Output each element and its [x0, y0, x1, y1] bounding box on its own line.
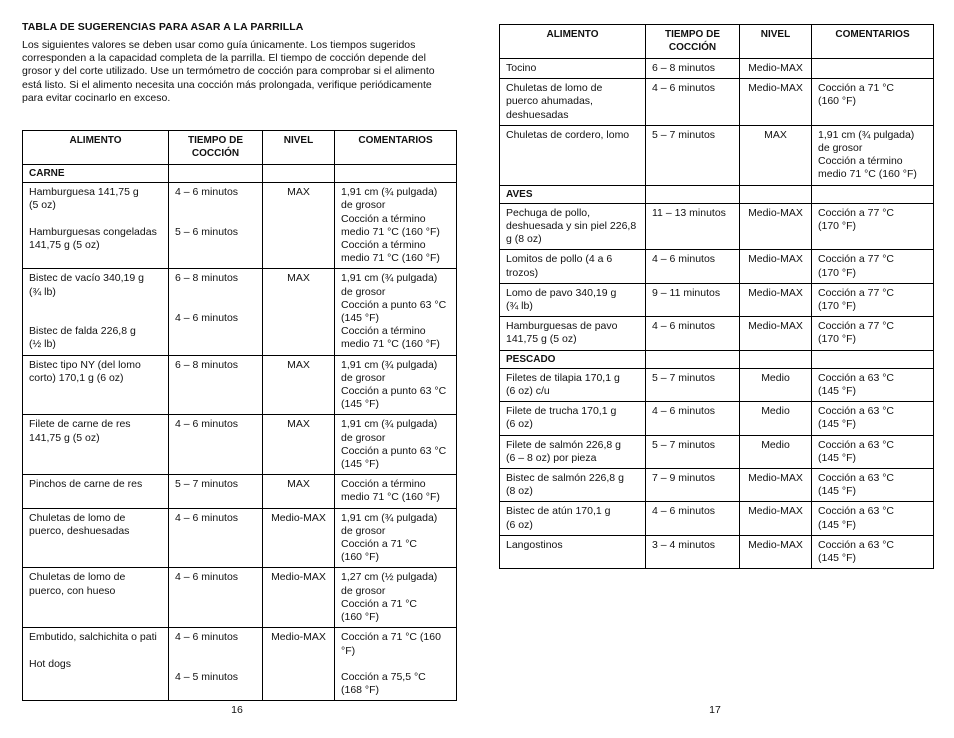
level-cell: Medio-MAX [740, 469, 812, 502]
comment-text: (170 °F) [818, 266, 857, 279]
food-cell [23, 628, 169, 701]
comment-text: 1,27 cm (½ pulgada) [341, 571, 438, 584]
comment-text: medio 71 °C (160 °F) [341, 225, 440, 238]
level-cell: Medio-MAX [263, 628, 335, 701]
food-text: Bistec de vacío 340,19 g [29, 272, 144, 285]
comment-text: Cocción a 63 °C [818, 505, 894, 518]
food-text: Hot dogs [29, 657, 72, 670]
comment-text: de grosor [341, 199, 386, 212]
comments-cell [812, 469, 934, 502]
food-text: 141,75 g (5 oz) [506, 333, 577, 346]
food-text: deshuesada y sin piel 226,8 [506, 220, 637, 233]
line-gap [29, 312, 162, 325]
food-text: Pechuga de pollo, [506, 206, 591, 219]
level-cell: MAX [263, 183, 335, 269]
time-cell [646, 125, 740, 185]
table-row [500, 535, 934, 568]
food-text: puerco, deshuesadas [29, 524, 130, 537]
food-text: Bistec de atún 170,1 g [506, 505, 611, 518]
comments-cell [812, 203, 934, 250]
food-text: Filete de carne de res [29, 418, 131, 431]
time-text: 6 – 8 minutos [652, 62, 716, 74]
time-text: 4 – 6 minutos [175, 418, 239, 431]
food-text: Tocino [506, 62, 537, 74]
food-cell [500, 59, 646, 79]
time-text: 4 – 6 minutos [652, 82, 716, 95]
table-row [23, 568, 457, 628]
food-text: (¾ lb) [29, 285, 56, 298]
comment-text: Cocción a término [341, 478, 426, 491]
food-cell [500, 79, 646, 126]
comment-text: de grosor [341, 371, 386, 384]
food-cell [23, 269, 169, 355]
empty-cell [335, 165, 457, 183]
comment-text: (170 °F) [818, 300, 857, 313]
comments-cell [812, 79, 934, 126]
food-text: 141,75 g (5 oz) [29, 239, 100, 251]
time-cell [169, 475, 263, 508]
comment-text: (145 °F) [818, 385, 857, 398]
level-cell: Medio-MAX [740, 502, 812, 535]
food-text: (5 oz) [29, 199, 56, 212]
food-cell [500, 435, 646, 468]
empty-cell [812, 185, 934, 203]
comment-text: (145 °F) [818, 518, 857, 531]
time-cell [169, 183, 263, 269]
comment-text: (170 °F) [818, 333, 857, 346]
food-text: trozos) [506, 266, 539, 279]
food-text: deshuesadas [506, 108, 569, 121]
food-text: 141,75 g (5 oz) [29, 431, 100, 444]
food-text: corto) 170,1 g (6 oz) [29, 371, 124, 384]
comment-text: medio 71 °C (160 °F) [341, 252, 440, 265]
comment-text: (145 °F) [818, 418, 857, 431]
table-row [23, 508, 457, 568]
level-cell: Medio-MAX [740, 59, 812, 79]
level-cell: MAX [263, 475, 335, 508]
time-cell [646, 203, 740, 250]
comment-text: (160 °F) [341, 551, 380, 564]
comments-cell [812, 535, 934, 568]
time-text: 4 – 6 minutos [175, 186, 239, 199]
food-text: Chuletas de cordero, lomo [506, 128, 630, 141]
comment-text: Cocción a 77 °C [818, 206, 894, 219]
comment-text: Cocción a término [341, 239, 426, 252]
line-gap [29, 645, 162, 658]
table-row [500, 59, 934, 79]
table-header-row [500, 25, 934, 59]
comment-text: 1,91 cm (¾ pulgada) [341, 358, 438, 371]
food-text: Hamburguesas de pavo [506, 320, 618, 333]
level-cell: Medio-MAX [263, 568, 335, 628]
food-text: (6 oz) c/u [506, 385, 550, 398]
food-text: Lomo de pavo 340,19 g [506, 286, 617, 299]
table-row [23, 183, 457, 269]
line-gap [29, 299, 162, 312]
comments-cell [812, 502, 934, 535]
header-tiempo: TIEMPO DE COCCIÓN [169, 131, 263, 165]
comment-text: (168 °F) [341, 684, 380, 697]
level-cell: Medio-MAX [740, 250, 812, 283]
time-cell [169, 269, 263, 355]
time-cell [646, 469, 740, 502]
comment-text: (145 °F) [341, 458, 380, 471]
comments-cell [335, 415, 457, 475]
food-text: Filete de trucha 170,1 g [506, 405, 617, 418]
time-text: 4 – 6 minutos [652, 253, 716, 266]
level-cell: Medio-MAX [740, 317, 812, 350]
header-alimento: ALIMENTO [500, 25, 646, 59]
comments-cell [335, 568, 457, 628]
line-gap [175, 286, 256, 299]
food-cell [500, 368, 646, 401]
level-cell: Medio [740, 435, 812, 468]
time-text: 7 – 9 minutos [652, 472, 716, 485]
time-text: 4 – 5 minutos [175, 670, 239, 683]
comment-text: °F) [341, 644, 356, 657]
food-cell [500, 283, 646, 316]
comments-cell [335, 269, 457, 355]
food-cell [500, 502, 646, 535]
time-text: 4 – 6 minutos [175, 312, 239, 324]
header-alimento: ALIMENTO [23, 131, 169, 165]
comments-cell [335, 355, 457, 415]
empty-cell [646, 185, 740, 203]
line-gap [341, 658, 450, 671]
level-cell: Medio-MAX [740, 283, 812, 316]
time-text: 6 – 8 minutos [175, 272, 239, 285]
time-text: 4 – 6 minutos [175, 511, 239, 524]
time-cell [646, 317, 740, 350]
comment-text: medio 71 °C (160 °F) [818, 168, 917, 181]
comment-text: Cocción a punto 63 °C [341, 385, 447, 398]
food-text: (6 oz) [506, 418, 533, 431]
time-text: 4 – 6 minutos [652, 405, 716, 418]
empty-cell [169, 165, 263, 183]
food-text: Chuletas de lomo de [29, 571, 126, 584]
comment-text: 1,91 cm (¾ pulgada) [341, 186, 438, 199]
comment-text: (145 °F) [818, 451, 857, 464]
food-text: (6 oz) [506, 518, 533, 531]
food-text: g (8 oz) [506, 233, 542, 246]
category-row [23, 165, 457, 183]
time-text: 9 – 11 minutos [652, 286, 721, 299]
food-cell [500, 402, 646, 435]
table-header-row [23, 131, 457, 165]
food-text: Lomitos de pollo (4 a 6 [506, 253, 613, 266]
food-text: (8 oz) [506, 485, 533, 498]
grill-table-right [499, 24, 934, 569]
level-cell: Medio [740, 368, 812, 401]
comment-text: (170 °F) [818, 220, 857, 233]
time-text: 6 – 8 minutos [175, 358, 239, 371]
header-nivel: NIVEL [740, 25, 812, 59]
intro-line: Los siguientes valores se deben usar como guía únicamente. Los tiempos sugeridos [22, 39, 416, 51]
category-row [500, 350, 934, 368]
table-row [500, 317, 934, 350]
comments-cell [812, 402, 934, 435]
empty-cell [263, 165, 335, 183]
food-text: Pinchos de carne de res [29, 478, 143, 491]
comments-cell [812, 250, 934, 283]
time-cell [169, 628, 263, 701]
food-cell [23, 475, 169, 508]
comment-text: (145 °F) [818, 552, 857, 565]
table-row [500, 402, 934, 435]
time-text: 5 – 7 minutos [652, 438, 716, 451]
comments-cell [335, 183, 457, 269]
table-row [500, 125, 934, 185]
food-cell [500, 203, 646, 250]
comment-text: Cocción a punto 63 °C [341, 298, 447, 311]
comments-cell [812, 317, 934, 350]
intro-line: para evitar cocinarlo en exceso. [22, 91, 171, 104]
comments-cell [812, 435, 934, 468]
empty-cell [812, 350, 934, 368]
comments-cell [812, 368, 934, 401]
table-row [23, 269, 457, 355]
food-cell [23, 568, 169, 628]
table-row [500, 283, 934, 316]
food-text: Filete de salmón 226,8 g [506, 438, 621, 451]
line-gap [175, 658, 256, 671]
comment-text: Cocción a 77 °C [818, 320, 894, 333]
time-cell [169, 568, 263, 628]
intro-line: grosor y del corte utilizado. Use un termómetro de cocción para comprobar si el alimento [22, 65, 435, 78]
food-cell [23, 355, 169, 415]
food-text: (½ lb) [29, 338, 56, 351]
grill-table-left [22, 130, 457, 701]
empty-cell [740, 350, 812, 368]
table-row [23, 355, 457, 415]
table-row [500, 250, 934, 283]
table-row [500, 203, 934, 250]
food-text: Hamburguesas congeladas [29, 225, 157, 238]
table-row [500, 502, 934, 535]
food-text: Filetes de tilapia 170,1 g [506, 371, 620, 384]
comment-text: Cocción a 63 °C [818, 538, 894, 551]
comments-cell [335, 508, 457, 568]
category-label: PESCADO [500, 350, 646, 368]
time-text: 5 – 6 minutos [175, 225, 239, 238]
time-cell [169, 508, 263, 568]
food-cell [500, 535, 646, 568]
header-comentarios: COMENTARIOS [335, 131, 457, 165]
comment-text: Cocción a 77 °C [818, 286, 894, 299]
category-label: AVES [500, 185, 646, 203]
time-text: 3 – 4 minutos [652, 538, 716, 551]
level-cell: MAX [263, 269, 335, 355]
comment-text: medio 71 °C (160 °F) [341, 491, 440, 504]
section-title: TABLA DE SUGERENCIAS PARA ASAR A LA PARRILLA [22, 21, 304, 33]
comment-text: (160 °F) [341, 611, 380, 624]
time-cell [646, 402, 740, 435]
category-row [500, 185, 934, 203]
food-text: Bistec de salmón 226,8 g [506, 472, 624, 485]
comments-cell [812, 59, 934, 79]
level-cell: Medio-MAX [263, 508, 335, 568]
food-text: Chuletas de lomo de [506, 82, 603, 95]
time-text: 4 – 6 minutos [652, 320, 716, 333]
table-row [500, 79, 934, 126]
comments-cell [335, 628, 457, 701]
comment-text: (145 °F) [341, 398, 380, 411]
level-cell: Medio-MAX [740, 535, 812, 568]
time-cell [646, 59, 740, 79]
time-text: 11 – 13 minutos [652, 206, 726, 219]
time-text: 5 – 7 minutos [652, 128, 716, 141]
food-text: Embutido, salchichita o pati [29, 631, 157, 644]
comment-text: 1,91 cm (¾ pulgada) [341, 272, 438, 285]
comments-cell [812, 125, 934, 185]
page-number-right: 17 [709, 704, 721, 716]
comment-text: Cocción a 71 °C (160 [341, 631, 441, 644]
food-cell [500, 125, 646, 185]
comment-text: de grosor [341, 584, 386, 597]
comment-text: Cocción a término [341, 212, 426, 225]
table-row [500, 469, 934, 502]
food-text: (¾ lb) [506, 300, 533, 313]
comment-text: Cocción a 63 °C [818, 472, 894, 485]
page-number-left: 16 [231, 704, 243, 716]
food-cell [500, 250, 646, 283]
level-cell: MAX [740, 125, 812, 185]
table-row [500, 368, 934, 401]
line-gap [175, 199, 256, 212]
comment-text: (145 °F) [341, 312, 380, 325]
table-row [23, 475, 457, 508]
empty-cell [740, 185, 812, 203]
comment-text: Cocción a 63 °C [818, 438, 894, 451]
comment-text: (160 °F) [818, 95, 857, 108]
comment-text: Cocción a punto 63 °C [341, 444, 447, 457]
food-text: Langostinos [506, 538, 563, 551]
comment-text: de grosor [341, 285, 386, 298]
comment-text: Cocción a término [818, 155, 903, 168]
intro-paragraph [22, 39, 458, 105]
food-text: puerco, con hueso [29, 584, 116, 597]
time-text: 4 – 6 minutos [652, 505, 716, 518]
line-gap [175, 645, 256, 658]
food-cell [500, 317, 646, 350]
header-tiempo: TIEMPO DE COCCIÓN [646, 25, 740, 59]
food-text: (6 – 8 oz) por pieza [506, 451, 597, 464]
comment-text: Cocción a 71 °C [341, 538, 417, 551]
time-cell [646, 283, 740, 316]
comments-cell [335, 475, 457, 508]
food-cell [23, 183, 169, 269]
level-cell: Medio-MAX [740, 203, 812, 250]
time-cell [646, 250, 740, 283]
level-cell: MAX [263, 415, 335, 475]
food-cell [500, 469, 646, 502]
intro-line: corresponden a la capacidad completa de la parrilla. El tiempo de cocción depende del [22, 52, 426, 65]
level-cell: Medio [740, 402, 812, 435]
food-text: Chuletas de lomo de [29, 511, 126, 524]
level-cell: Medio-MAX [740, 79, 812, 126]
empty-cell [646, 350, 740, 368]
food-text: Hamburguesa 141,75 g [29, 186, 139, 199]
header-comentarios: COMENTARIOS [812, 25, 934, 59]
intro-line: está listo. Si el alimento necesita una cocción más prolongada, verifique periódicamente [22, 78, 432, 91]
comment-text: Cocción a 71 °C [341, 597, 417, 610]
comment-text: Cocción a 63 °C [818, 371, 894, 384]
time-text: 4 – 6 minutos [175, 571, 239, 584]
comment-text: Cocción a término [341, 325, 426, 338]
time-text: 5 – 7 minutos [175, 478, 239, 491]
time-text: 4 – 6 minutos [175, 631, 239, 644]
time-text: 5 – 7 minutos [652, 371, 716, 384]
time-cell [169, 415, 263, 475]
time-cell [646, 435, 740, 468]
header-nivel: NIVEL [263, 131, 335, 165]
food-cell [23, 508, 169, 568]
line-gap [29, 213, 162, 226]
table-row [500, 435, 934, 468]
table-row [23, 415, 457, 475]
comment-text: (145 °F) [818, 485, 857, 498]
food-text: Bistec de falda 226,8 g [29, 325, 136, 338]
category-label: CARNE [23, 165, 169, 183]
comment-text: de grosor [341, 524, 386, 537]
comment-text: Cocción a 75,5 °C [341, 670, 426, 683]
comment-text: Cocción a 71 °C [818, 82, 894, 95]
comment-text: de grosor [818, 142, 863, 155]
time-cell [646, 502, 740, 535]
time-cell [646, 368, 740, 401]
time-cell [169, 355, 263, 415]
food-cell [23, 415, 169, 475]
right-page [477, 0, 954, 738]
level-cell: MAX [263, 355, 335, 415]
comment-text: de grosor [341, 431, 386, 444]
time-cell [646, 535, 740, 568]
time-cell [646, 79, 740, 126]
comments-cell [812, 283, 934, 316]
comment-text: 1,91 cm (¾ pulgada) [341, 511, 438, 524]
food-text: puerco ahumadas, [506, 95, 593, 108]
comment-text: Cocción a 63 °C [818, 405, 894, 418]
line-gap [175, 213, 256, 226]
comment-text: 1,91 cm (¾ pulgada) [341, 418, 438, 431]
comment-text: medio 71 °C (160 °F) [341, 338, 440, 351]
line-gap [175, 299, 256, 312]
table-row [23, 628, 457, 701]
food-text: Bistec tipo NY (del lomo [29, 358, 141, 371]
comment-text: Cocción a 77 °C [818, 253, 894, 266]
comment-text: 1,91 cm (¾ pulgada) [818, 128, 915, 141]
